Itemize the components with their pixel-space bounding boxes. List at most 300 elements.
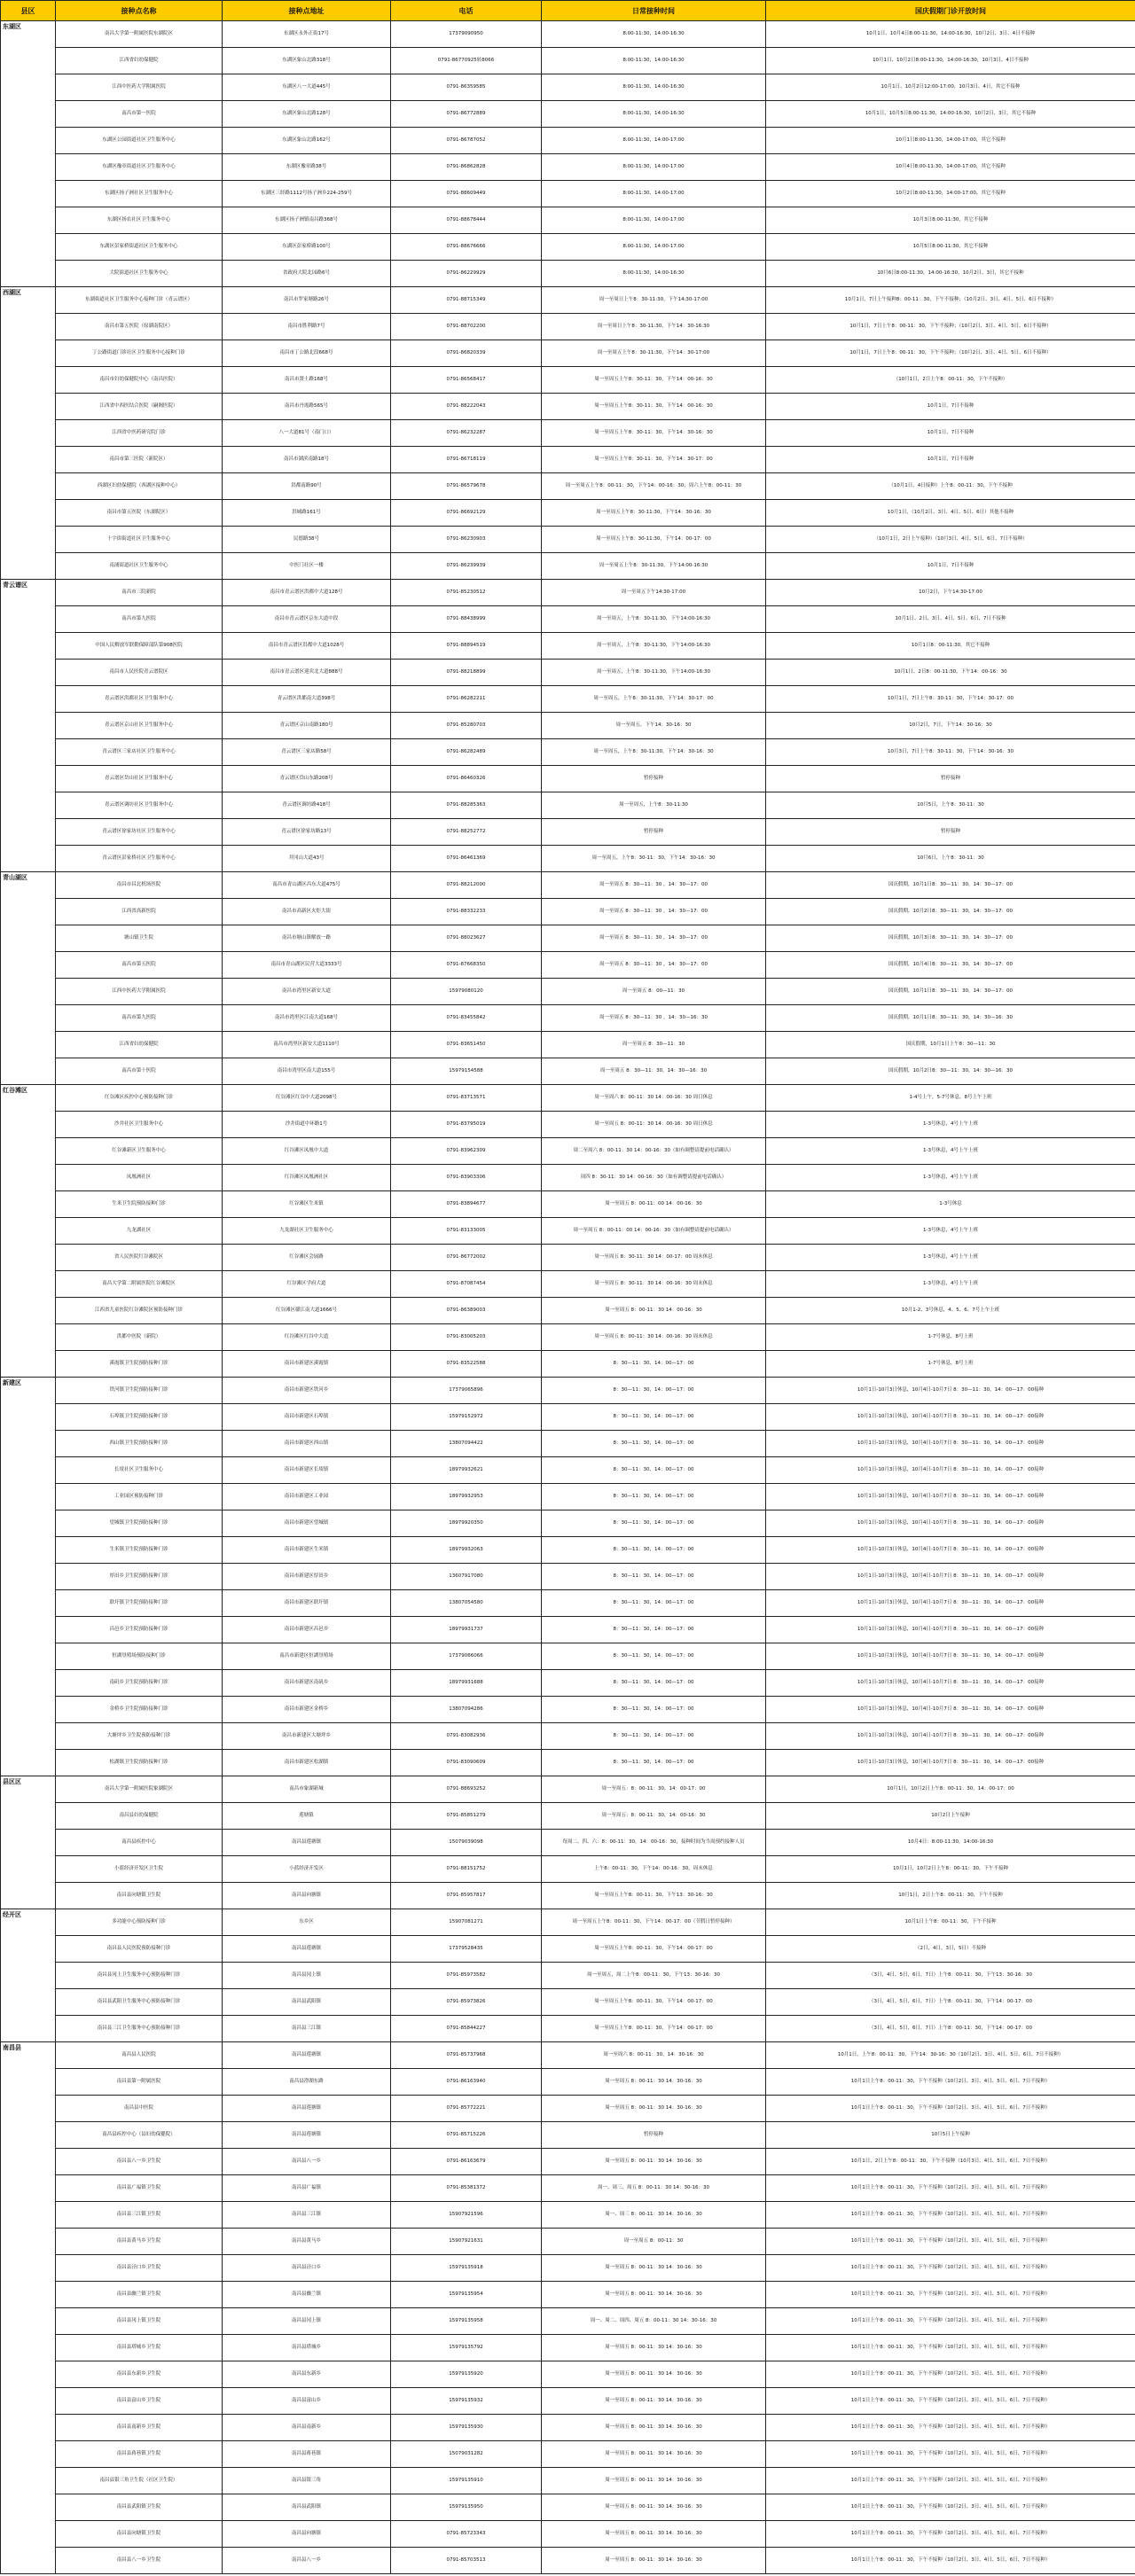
address-cell: 南昌市新建区生米镇 [223,1537,391,1564]
address-cell: 红谷滩区生米镇 [223,1191,391,1218]
address-cell: 南昌县东新乡 [223,2361,391,2388]
daily-hours-cell: 周一至周五上午8：30-11：30，下午14：30-16：30 [542,420,766,447]
holiday-hours-cell: 10月1日、2日8：00-11:30，下午14：00-16：30 [766,660,1135,686]
table-row [1,1378,1135,1404]
site-name-cell: 长堎社区卫生服务中心 [56,1457,223,1484]
address-cell: 南昌县武阳镇 [223,1989,391,2016]
address-cell: 南昌县幽兰镇 [223,2282,391,2308]
table-row [1,2335,1135,2361]
holiday-hours-cell: 10月1-2、3号休息，4、5、6、7号上午上班 [766,1298,1135,1324]
site-name-cell: 南昌县疾控中心（县妇幼保健院） [56,2122,223,2149]
holiday-hours-cell: 10月1日上午8：00-11：30，下午不接种（10月2日、3日、4日、5日、6日、7日不接种） [766,2335,1135,2361]
table-row [1,207,1135,234]
site-name-cell: 南昌县疾控中心 [56,1830,223,1856]
daily-hours-cell: 周一至周五 8：30-11：30 14：00-17：00 周末休息 [542,1245,766,1271]
table-row [1,792,1135,819]
daily-hours-cell: 8：30—11：30，14：00—17：00 [542,1750,766,1776]
daily-hours-cell: 周一至周六 8：00-11：30 14：00-16：30 周日休息 [542,1085,766,1112]
table-row [1,713,1135,739]
site-name-cell: 南昌县富山乡卫生院 [56,2388,223,2415]
holiday-hours-cell: 10月1日，7日上午8：00-11：30，下午不接种；（10月2日、3日、4日、5日、6日不接种） [766,340,1135,367]
address-cell: 红谷滩区会展路 [223,1245,391,1271]
phone-cell: 18979932953 [391,1484,542,1510]
table-row [1,1643,1135,1670]
phone-cell: 15979135932 [391,2388,542,2415]
holiday-hours-cell: 10月1日-10月3日休息，10月4日-10月7日 8：30—11：30，14：00—17：00接种 [766,1697,1135,1723]
site-name-cell: 南昌县第一附属医院 [56,2069,223,2096]
table-row [1,1564,1135,1590]
holiday-hours-cell: （10月1日，2日上午8：00-11：30，下午不接种） [766,367,1135,394]
daily-hours-cell: 8：30—11：30，14：00—17：00 [542,1564,766,1590]
daily-hours-cell: 8:00-11:30，14:00-16:30 [542,261,766,287]
daily-hours-cell: 周一至周五 8：00-11：30 14：30-16：30 [542,2255,766,2282]
site-name-cell: 南昌大学第二附属医院红谷滩院区 [56,1271,223,1298]
daily-hours-cell: 8：30—11：30，14：00—17：00 [542,1723,766,1750]
site-name-cell: 南昌县泾口乡卫生院 [56,2255,223,2282]
address-cell: 南昌县向塘镇 [223,2521,391,2548]
phone-cell: 0791-88285363 [391,792,542,819]
phone-cell: 0791-83455842 [391,1005,542,1032]
address-cell: 南昌县黄马乡 [223,2229,391,2255]
phone-cell: 17379528435 [391,1936,542,1963]
address-cell: 南昌市青云谱区洪都中大道1028号 [223,633,391,660]
holiday-hours-cell: （3日，4日，5日，6日，7日）上午8：00-11：30，下午13：30-16：30 [766,1963,1135,1989]
site-name-cell: 东湖区扬子洲社区卫生服务中心 [56,181,223,207]
phone-cell: 0791-83903306 [391,1165,542,1191]
address-cell: 青云谱区调坊路418号 [223,792,391,819]
daily-hours-cell: 周一至周五 8：00-11：00 14：00-16：30 [542,1191,766,1218]
daily-hours-cell: 上午8：00-11：30，下午14：00-16：30，周末休息 [542,1856,766,1883]
phone-cell: 0791-83522588 [391,1351,542,1378]
address-cell: 洪城路161号 [223,500,391,527]
table-row [1,1005,1135,1032]
address-cell: 青云谱区三家店路58号 [223,739,391,766]
table-row [1,101,1135,128]
table-row [1,766,1135,792]
holiday-hours-cell: 10月4日8:00-11:30，14:00-17:00，其它不接种 [766,154,1135,181]
table-row [1,2229,1135,2255]
holiday-hours-cell: 10月4日：8:00-11:30，14:00-16:30 [766,1830,1135,1856]
daily-hours-cell: 周一至周五 8：00-11：30 14：30-16：30 [542,2149,766,2175]
site-name-cell: 生米卫生院预防接种门诊 [56,1191,223,1218]
header-holiday-hours: 国庆假期门诊开放时间 [766,1,1135,21]
site-name-cell: 南昌县向塘镇卫生院 [56,1883,223,1909]
daily-hours-cell: 周一至周五 8：00-11：30 [542,2229,766,2255]
holiday-hours-cell: 10月1日上午8：00-11：30，下午不接种（10月2日、3日、4日、5日、6日、7日不接种） [766,2441,1135,2468]
holiday-hours-cell: 1-3号休息，4号上午上班 [766,1271,1135,1298]
daily-hours-cell: 周一至周五 8：00-11：30 14：30-16：30 [542,2521,766,2548]
address-cell: 南昌县武阳镇 [223,2494,391,2521]
address-cell: 南昌县莲塘镇 [223,1936,391,1963]
table-row [1,1165,1135,1191]
address-cell: 南昌市新建区西山镇 [223,1431,391,1457]
address-cell: 南昌市丁公路北段668号 [223,340,391,367]
site-name-cell: 南昌县南新乡卫生院 [56,2415,223,2441]
site-name-cell: 南昌市第十医院 [56,1058,223,1085]
site-name-cell: 南昌县银三角卫生院（社区卫生院） [56,2468,223,2494]
address-cell: 南昌市新建区联圩镇 [223,1590,391,1617]
table-row [1,420,1135,447]
table-row [1,1856,1135,1883]
holiday-hours-cell: 10月5日，上午8：30-11：30 [766,792,1135,819]
site-name-cell: 西山镇卫生院预防接种门诊 [56,1431,223,1457]
table-row [1,2175,1135,2202]
site-name-cell: 南昌市第九医院 [56,606,223,633]
phone-cell: 13807054580 [391,1590,542,1617]
table-row [1,1298,1135,1324]
table-row [1,314,1135,340]
site-name-cell: 南昌县向塘镇卫生院 [56,2521,223,2548]
address-cell: 青云谱区洪都南大道398号 [223,686,391,713]
site-name-cell: 中国人民解放军联勤保障部队第908医院 [56,633,223,660]
address-cell: 南昌市胜利路7号 [223,314,391,340]
daily-hours-cell: 周一至周五上午8：30-11:30，下午14：30-17:00 [542,340,766,367]
phone-cell: 15979135792 [391,2335,542,2361]
daily-hours-cell: 周一至周五 8：00-11：30 14：30-16：30 [542,2388,766,2415]
phone-cell: 17379090950 [391,21,542,48]
district-cell: 青云谱区 [1,580,56,872]
daily-hours-cell: 周一至周五上午8：30-11:30，下午14：30-16：30 [542,500,766,527]
phone-cell: 18979920350 [391,1510,542,1537]
address-cell: 南昌市湾里区新安大道 [223,979,391,1005]
site-name-cell: 南昌县冈上卫生服务中心预防接种门诊 [56,1963,223,1989]
daily-hours-cell: 8：30—11：30，14：00—17：00 [542,1670,766,1697]
daily-hours-cell: 周一至周五 8：00-11：30 14：00-16：30 周日休息 [542,1112,766,1138]
address-cell: 南昌县八一乡 [223,2548,391,2574]
phone-cell: 0791-83795019 [391,1112,542,1138]
phone-cell: 13607917080 [391,1564,542,1590]
daily-hours-cell: 周一至周五 8：30—11：30 ，14：30—16：30 [542,1005,766,1032]
holiday-hours-cell: 10月1日-10月3日休息，10月4日-10月7日 8：30—11：30，14：00—17：00接种 [766,1484,1135,1510]
phone-cell: 0791-88218899 [391,660,542,686]
address-cell: 南昌县澄湖东路 [223,2069,391,2096]
site-name-cell: 南昌县中医院 [56,2096,223,2122]
daily-hours-cell: 8：30—11：30，14：00—17：00 [542,1537,766,1564]
phone-cell: 0791-85844227 [391,2016,542,2042]
site-name-cell: 红谷滩新区卫生服务中心 [56,1138,223,1165]
site-name-cell: 九龙湖社区 [56,1218,223,1245]
daily-hours-cell: 周一至周五 8：00-11：00 14：00-16：30（如有调整请提前电话确认） [542,1218,766,1245]
holiday-hours-cell: 10月1日上午8：00-11：30，下午不接种（10月2日、3日、4日、5日、6日、7日不接种） [766,2096,1135,2122]
address-cell: 红谷滩区红谷中大道2098号 [223,1085,391,1112]
address-cell: 南昌市象湖新城 [223,1776,391,1803]
phone-cell: 15079039098 [391,1830,542,1856]
address-cell: 东湖区豫章路38号 [223,154,391,181]
holiday-hours-cell: 10月2日上午接种 [766,1803,1135,1830]
phone-cell: 0791-83082936 [391,1723,542,1750]
daily-hours-cell: 周一至周五上午8：00-11：30，下午13：30-16：30 [542,1883,766,1909]
site-name-cell: 洪都中医院（新院） [56,1324,223,1351]
holiday-hours-cell: 10月1日-10月3日休息，10月4日-10月7日 8：30—11：30，14：00—17：00接种 [766,1617,1135,1643]
holiday-hours-cell: 10月1日上午8：00-11：30，下午不接种（10月2日、3日、4日、5日、6日、7日不接种） [766,2255,1135,2282]
address-cell: 八一大道81号（南门口） [223,420,391,447]
site-name-cell: 青云谱区三家店社区卫生服务中心 [56,739,223,766]
site-name-cell: 东湖区公园街道社区卫生服务中心 [56,128,223,154]
site-name-cell: 多功能中心预防接种门诊 [56,1909,223,1936]
address-cell: 南昌县向塘镇 [223,1883,391,1909]
daily-hours-cell: 周一至周五上午8：30-11：30，下午14：00-16：30 [542,394,766,420]
table-row [1,2308,1135,2335]
phone-cell: 0791-86229929 [391,261,542,287]
table-row [1,1058,1135,1085]
table-body [1,21,1135,2574]
holiday-hours-cell: 10月1日上午8：00-11：30，下午不接种（10月2日、3日、4日、5日、6日、7日不接种） [766,2202,1135,2229]
holiday-hours-cell: 国庆假期，10月2日8：30—11：30，14：30—16：30 [766,1058,1135,1085]
holiday-hours-cell: 10月2日，7日，下午14：30-16：30 [766,713,1135,739]
daily-hours-cell: 周一至周五，周二上午8：00-11：30，下午13：30-16：30 [542,1963,766,1989]
table-row [1,1750,1135,1776]
daily-hours-cell: 8：30—11：30，14：00—17：00 [542,1484,766,1510]
phone-cell: 0791-83651450 [391,1032,542,1058]
table-row [1,686,1135,713]
holiday-hours-cell: 10月1日上午8：00-11：30，下午不接种（10月2日、3日、4日、5日、6日、7日不接种） [766,2282,1135,2308]
daily-hours-cell: 8：30—11：30，14：00—17：00 [542,1404,766,1431]
address-cell: 南昌县冈上镇 [223,1963,391,1989]
holiday-hours-cell: 10月1日-10月3日休息，10月4日-10月7日 8：30—11：30，14：00—17：00接种 [766,1510,1135,1537]
table-row [1,2361,1135,2388]
header-district: 县区 [1,1,56,21]
table-row [1,1776,1135,1803]
address-cell: 小蓝经济开发区 [223,1856,391,1883]
address-cell: 南昌市新建区南矶乡 [223,1670,391,1697]
address-cell: 红谷滩区凤凰洲社区 [223,1165,391,1191]
daily-hours-cell: 周一至周五 8：30—11：30 ，14：30—17：00 [542,872,766,899]
site-name-cell: 江西省高新医院 [56,899,223,925]
phone-cell: 0791-85381372 [391,2175,542,2202]
phone-cell: 0791-88676666 [391,234,542,261]
address-cell: 南昌市湾里区新安大道1110号 [223,1032,391,1058]
site-name-cell: 丁公路街道门诊社区卫生服务中心接种门诊 [56,340,223,367]
table-row [1,1617,1135,1643]
site-name-cell: 南昌县广福镇卫生院 [56,2175,223,2202]
phone-cell: 0791-88702200 [391,314,542,340]
site-name-cell: 昌邑乡卫生院预防接种门诊 [56,1617,223,1643]
phone-cell: 0791-87087454 [391,1271,542,1298]
table-row [1,899,1135,925]
table-row [1,1590,1135,1617]
daily-hours-cell: 周四 8：30-11：30 14：00-16：30（如有调整请提前电话确认） [542,1165,766,1191]
site-name-cell: 望城镇卫生院预防接种门诊 [56,1510,223,1537]
phone-cell: 15979135910 [391,2468,542,2494]
site-name-cell: 溪霞镇卫生院预防接种门诊 [56,1351,223,1378]
holiday-hours-cell: 10月6日8:00-11:30，14:00-16:30，10月2日、3日，其它不接种 [766,261,1135,287]
phone-cell: 0791-83713571 [391,1085,542,1112]
phone-cell: 0791-86718119 [391,447,542,473]
phone-cell: 0791-87668350 [391,952,542,979]
daily-hours-cell: 周一至周五上午8：00-11：30，下午14：00-17：00 [542,1989,766,2016]
holiday-hours-cell: 10月5日上午接种 [766,2122,1135,2149]
phone-cell: 0791-86772889 [391,101,542,128]
phone-cell: 0791-85280703 [391,713,542,739]
address-cell: 东湖区象山北路162号 [223,128,391,154]
daily-hours-cell: 周一至周六 8：00-11：30，14：30-16：30 [542,2042,766,2069]
address-cell: 青云谱区岱山东路208号 [223,766,391,792]
address-cell: 南昌市青云谱区迎宾北大道888号 [223,660,391,686]
phone-cell: 0791-88678444 [391,207,542,234]
holiday-hours-cell: 暂停接种 [766,766,1135,792]
holiday-hours-cell: 1-3号休息，4号上午上班 [766,1112,1135,1138]
table-row [1,21,1135,48]
site-name-cell: 青云谱区徐家坊社区卫生服务中心 [56,819,223,846]
phone-cell: 0791-86230903 [391,527,542,553]
daily-hours-cell: 周一至周五，下午14：30-16：30 [542,713,766,739]
daily-hours-cell: 周一至周五 8：30—11：30，14：30—16：30 [542,1058,766,1085]
site-name-cell: 石埠镇卫生院预防接种门诊 [56,1404,223,1431]
site-name-cell: 生米镇卫生院预防接种门诊 [56,1537,223,1564]
table-row [1,1191,1135,1218]
site-name-cell: 青云谱区岱山社区卫生服务中心 [56,766,223,792]
holiday-hours-cell: 10月1日，7日上午接种8：00-11：30，下午不接种；（10月2日、3日、4日、5日、6日不接种） [766,287,1135,314]
address-cell: 南昌市新建区长堎镇 [223,1457,391,1484]
phone-cell: 0791-88222043 [391,394,542,420]
site-name-cell: 南昌市第一医院 [56,101,223,128]
holiday-hours-cell: 10月1日、10月4日8:00-11:30，14:00-16:30，10月2日、3日、4日不接种 [766,21,1135,48]
daily-hours-cell: 8：30—11：30，14：00—17：00 [542,1378,766,1404]
address-cell: 南昌市贤士路168号 [223,367,391,394]
table-row [1,2042,1135,2069]
daily-hours-cell: 周一、周二、周四、周五 8：00-11：30 14：30-16：30 [542,2308,766,2335]
address-cell: 南昌市青山湖区民营大道3333号 [223,952,391,979]
site-name-cell: 南昌大学第一附属医院东湖院区 [56,21,223,48]
site-name-cell: 恒湖垦殖场预防接种门诊 [56,1643,223,1670]
holiday-hours-cell: 10月1日上午8：00-11：30，下午不接种（10月2日、3日、4日、5日、6日、7日不接种） [766,2308,1135,2335]
phone-cell: 0791-85973826 [391,1989,542,2016]
address-cell: 洪都南路90号 [223,473,391,500]
address-cell: 南昌县南新乡 [223,2415,391,2441]
table-row [1,1138,1135,1165]
daily-hours-cell: 周一至周五上午8：30-11:30，下午14:00-16:30 [542,553,766,580]
site-name-cell: 江西省妇幼保健院 [56,1032,223,1058]
daily-hours-cell: 8：30—11：30，14：00—17：00 [542,1351,766,1378]
daily-hours-cell: 周一至周五 8：00-11：30 14：30-16：30 [542,2494,766,2521]
daily-hours-cell: 周一至周五上午8：30-11：30，下午14：00-16：30 [542,367,766,394]
table-row [1,500,1135,527]
site-name-cell: 南昌市第三医院（新院区） [56,447,223,473]
holiday-hours-cell: 10月1日上午8：00-11：30，下午不接种（10月2日、3日、4日、5日、6日、7日不接种） [766,2521,1135,2548]
site-name-cell: 江西省妇幼保健院 [56,48,223,74]
table-row [1,128,1135,154]
site-name-cell: 南昌县三江镇卫生院 [56,2202,223,2229]
site-name-cell: 东湖街道社区卫生服务中心接种门诊（青云谱区） [56,287,223,314]
phone-cell: 15979152972 [391,1404,542,1431]
phone-cell: 0791-88693252 [391,1776,542,1803]
address-cell: 南昌市新建区厚田乡 [223,1564,391,1590]
holiday-hours-cell: （10月1日，4日接种）上午8：00-11：30，下午不接种 [766,473,1135,500]
phone-cell: 0791-88212000 [391,872,542,899]
phone-cell: 15907921596 [391,2202,542,2229]
holiday-hours-cell: 10月2日，下午14:30-17:00 [766,580,1135,606]
table-row [1,1351,1135,1378]
address-cell: 莲塘镇 [223,1803,391,1830]
holiday-hours-cell: 10月1日上午8：00-11：30，下午不接种（10月2日、3日、4日、5日、6日、7日不接种） [766,2415,1135,2441]
holiday-hours-cell: 10月1日，7日不接种 [766,420,1135,447]
phone-cell: 15979135950 [391,2494,542,2521]
holiday-hours-cell: 10月1日-10月3日休息，10月4日-10月7日 8：30—11：30，14：00—17：00接种 [766,1723,1135,1750]
table-row [1,2468,1135,2494]
table-row [1,1271,1135,1298]
site-name-cell: 十字街街道社区卫生服务中心 [56,527,223,553]
address-cell: 东湖区象山北路128号 [223,101,391,128]
address-cell: 红谷滩区赣江南大道1666号 [223,1298,391,1324]
daily-hours-cell: 周一至周五 8：30—11：30 ，14：30—17：00 [542,925,766,952]
site-name-cell: 工业园区预防接种门诊 [56,1484,223,1510]
address-cell: 东湖区象山北路318号 [223,48,391,74]
site-name-cell: 江西省儿童医院红谷滩院区预防接种门诊 [56,1298,223,1324]
site-name-cell: 南昌市三院新院 [56,580,223,606]
holiday-hours-cell: 10月1日-10月3日休息，10月4日-10月7日 8：30—11：30，14：00—17：00接种 [766,1404,1135,1431]
site-name-cell: 南昌县八一乡卫生院 [56,2149,223,2175]
table-row [1,340,1135,367]
daily-hours-cell: 周一至周五 8：00-11：30 14：00-16：30 周末休息 [542,1324,766,1351]
holiday-hours-cell: 10月1日、2日、3日、4日、5日、6日、7日不接种 [766,606,1135,633]
address-cell: 东乡区 [223,1909,391,1936]
table-row [1,872,1135,899]
site-name-cell: 南昌县幽兰镇卫生院 [56,2282,223,2308]
holiday-hours-cell: 10月6日，上午8：30-11：30 [766,846,1135,872]
site-name-cell: 凤凰洲社区 [56,1165,223,1191]
holiday-hours-cell: 10月1日-10月3日休息，10月4日-10月7日 8：30—11：30，14：00—17：00接种 [766,1670,1135,1697]
phone-cell: 0791-86787052 [391,128,542,154]
holiday-hours-cell: 10月1日上午8：00-11：30，下午不接种（10月2日、3日、4日、5日、6日、7日不接种） [766,2175,1135,2202]
table-row [1,1457,1135,1484]
table-row [1,154,1135,181]
address-cell: 民德路38号 [223,527,391,553]
address-cell: 南昌县莲塘镇 [223,2042,391,2069]
table-row [1,2122,1135,2149]
table-row [1,1883,1135,1909]
daily-hours-cell: 周一至周五，上午8：30-11：30，下午14：30-16：30 [542,846,766,872]
phone-cell: 15979135958 [391,2308,542,2335]
site-name-cell: 南昌县冈上镇卫生院 [56,2308,223,2335]
phone-cell: 0791-86359585 [391,74,542,101]
holiday-hours-cell: 10月1日8:00-11:30，14:00-17:00，其它不接种 [766,128,1135,154]
daily-hours-cell: 8：30—11：30，14：00—17：00 [542,1643,766,1670]
phone-cell: 0791-86579678 [391,473,542,500]
holiday-hours-cell: 10月1日，7日上午8：30-11：30，下午14：30-17：00 [766,686,1135,713]
site-name-cell: 南昌县东新乡卫生院 [56,2361,223,2388]
phone-cell: 0791-85230512 [391,580,542,606]
daily-hours-cell: 周一至周五 8：30-11：30 14：00-16：30 周末休息 [542,1271,766,1298]
table-row [1,1723,1135,1750]
header-row [1,1,1135,21]
site-name-cell: 南昌市第五医院 [56,952,223,979]
table-row [1,2096,1135,2122]
daily-hours-cell: 周一至周五上午8：30-11：30，下午14：30-17：00 [542,447,766,473]
table-row [1,2282,1135,2308]
holiday-hours-cell: 10月3日8:00-11:30，其它不接种 [766,207,1135,234]
address-cell: 南昌市湖滨南路18号 [223,447,391,473]
site-name-cell: 南昌市第五医院（东湖院区） [56,500,223,527]
holiday-hours-cell: 10月1日上午8：00-11：30，下午不接种（10月2日、3日、4日、5日、6日、7日不接种） [766,2388,1135,2415]
address-cell: 中医门社区一楼 [223,553,391,580]
phone-cell: 18979932621 [391,1457,542,1484]
holiday-hours-cell: 10月1日、10月2日12:00-17:00，10月3日、4日，其它不接种 [766,74,1135,101]
holiday-hours-cell: 1-3号休息，4号上午上班 [766,1165,1135,1191]
site-name-cell: 南浦街道社区卫生服务中心 [56,553,223,580]
daily-hours-cell: 周一至周五上午8：00-11：30，下午14：00-17：00 [542,1936,766,1963]
table-row [1,1963,1135,1989]
phone-cell: 0791-86232287 [391,420,542,447]
address-cell: 南昌市新建区望城镇 [223,1510,391,1537]
daily-hours-cell: 8：30—11：30，14：00—17：00 [542,1617,766,1643]
address-cell: 南昌县八一乡 [223,2149,391,2175]
address-cell: 南昌市新建区工业园 [223,1484,391,1510]
site-name-cell: 松湖镇卫生院预防接种门诊 [56,1750,223,1776]
address-cell: 南昌市新建区恒湖垦殖场 [223,1643,391,1670]
table-row [1,1803,1135,1830]
phone-cell: 0791-86770925转8066 [391,48,542,74]
table-row [1,1404,1135,1431]
